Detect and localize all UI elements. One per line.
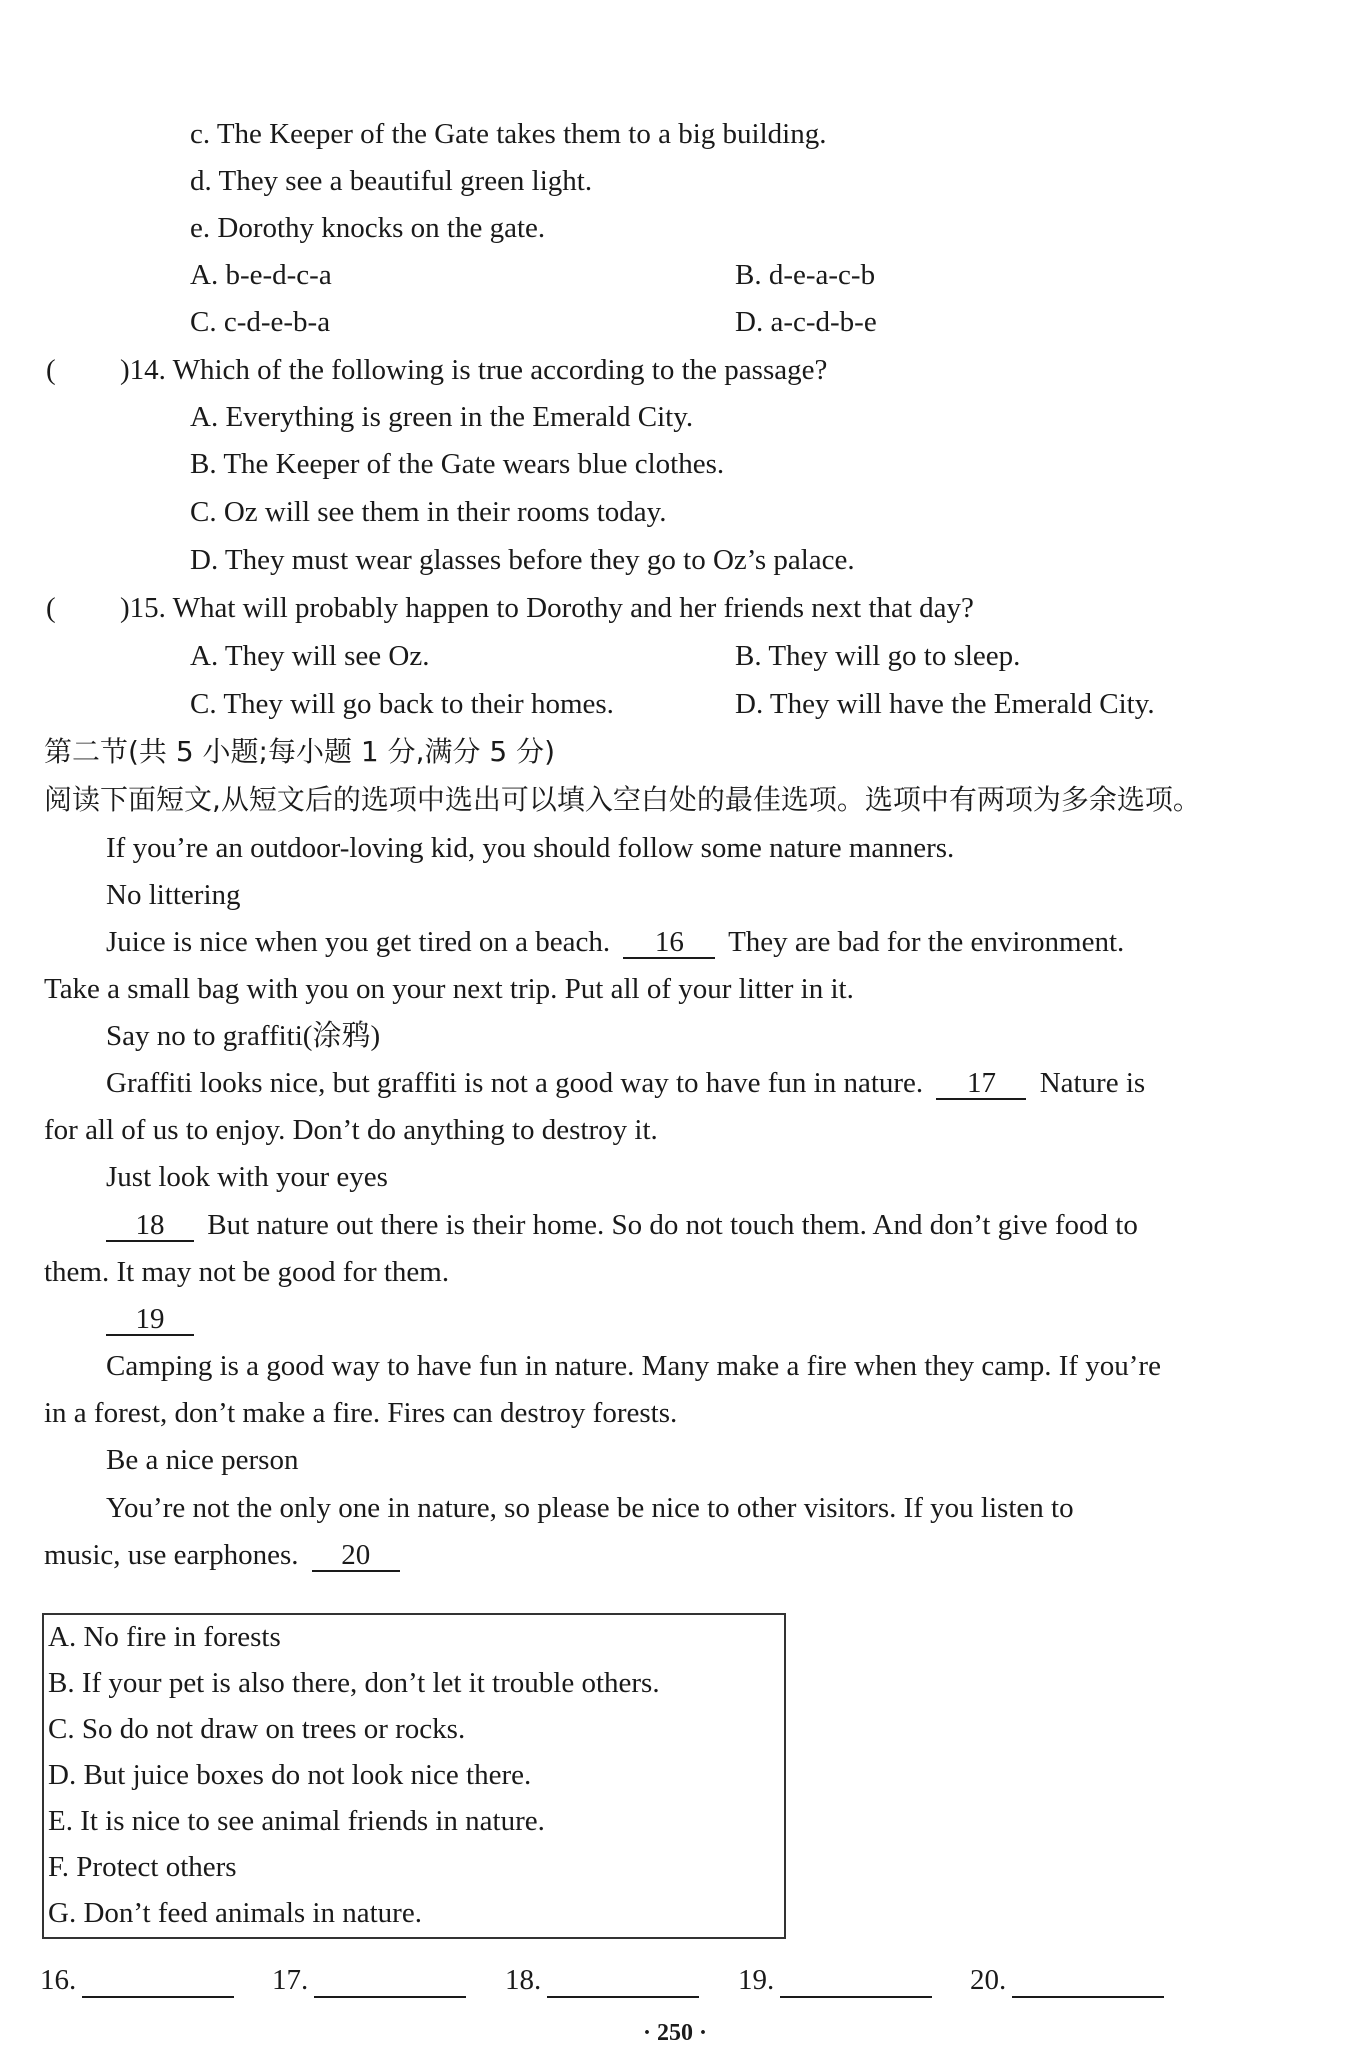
heading-graffiti: Say no to graffiti(涂鸦) — [106, 1020, 381, 1052]
q14-option-d: D. They must wear glasses before they go to Oz’s palace. — [190, 544, 855, 576]
choice-c: C. So do not draw on trees or rocks. — [48, 1713, 466, 1745]
paragraph-5-line-2: music, use earphones. 20 — [44, 1537, 406, 1573]
q15-option-b: B. They will go to sleep. — [735, 640, 1021, 672]
blank-19: 19 — [106, 1304, 194, 1336]
options-box — [42, 1613, 786, 1939]
paragraph-1-line-1: Juice is nice when you get tired on a beach. 16 They are bad for the environment. — [106, 926, 1125, 958]
section-instruction: 阅读下面短文,从短文后的选项中选出可以填入空白处的最佳选项。选项中有两项为多余选项。 — [44, 783, 1201, 816]
answer-16-line[interactable] — [82, 1968, 234, 1998]
blank-17: 17 — [936, 1068, 1026, 1100]
choice-a: A. No fire in forests — [48, 1621, 281, 1653]
choice-g: G. Don’t feed animals in nature. — [48, 1897, 422, 1929]
paragraph-5-line-1: You’re not the only one in nature, so please be nice to other visitors. If you listen to — [106, 1492, 1074, 1524]
answer-19-line[interactable] — [780, 1968, 932, 1998]
section-title: 第二节(共 5 小题;每小题 1 分,满分 5 分) — [44, 735, 556, 768]
answer-20-line[interactable] — [1012, 1968, 1164, 1998]
paragraph-4-line-1: Camping is a good way to have fun in nature. Many make a fire when they camp. If you’re — [106, 1350, 1161, 1382]
q15-paren: ( — [46, 592, 56, 624]
q14-option-c: C. Oz will see them in their rooms today. — [190, 496, 667, 528]
blank-18: 18 — [106, 1210, 194, 1242]
paragraph-4-heading-blank — [106, 1301, 200, 1337]
q15-option-c: C. They will go back to their homes. — [190, 688, 614, 720]
answer-17-line[interactable] — [314, 1968, 466, 1998]
paragraph-3-line-2: them. It may not be good for them. — [44, 1256, 450, 1288]
answer-17[interactable]: 17. — [272, 1962, 466, 1998]
paragraph-2-line-2: for all of us to enjoy. Don’t do anything to destroy it. — [44, 1114, 658, 1146]
q14-option-b: B. The Keeper of the Gate wears blue clothes. — [190, 448, 725, 480]
passage-intro: If you’re an outdoor-loving kid, you should follow some nature manners. — [106, 832, 955, 864]
heading-be-nice: Be a nice person — [106, 1444, 299, 1476]
choice-d: D. But juice boxes do not look nice there. — [48, 1759, 532, 1791]
paragraph-2-line-1: Graffiti looks nice, but graffiti is not a good way to have fun in nature. 17 Nature is — [106, 1067, 1146, 1099]
choice-f: F. Protect others — [48, 1851, 237, 1883]
q13-option-c: c. The Keeper of the Gate takes them to a big building. — [190, 118, 827, 150]
q13-option-e: e. Dorothy knocks on the gate. — [190, 212, 546, 244]
answer-18[interactable]: 18. — [505, 1962, 699, 1998]
paragraph-1-line-2: Take a small bag with you on your next trip. Put all of your litter in it. — [44, 973, 854, 1005]
answer-19[interactable]: 19. — [738, 1962, 932, 1998]
heading-no-littering: No littering — [106, 879, 241, 911]
heading-look-with-eyes: Just look with your eyes — [106, 1161, 388, 1193]
q15-stem: )15. What will probably happen to Dorothy and her friends next that day? — [120, 592, 974, 624]
answer-20[interactable]: 20. — [970, 1962, 1164, 1998]
q13-choice-b: B. d-e-a-c-b — [735, 259, 876, 291]
blank-20: 20 — [312, 1540, 400, 1572]
blank-16: 16 — [623, 927, 715, 959]
q13-choice-d: D. a-c-d-b-e — [735, 306, 877, 338]
q15-option-d: D. They will have the Emerald City. — [735, 688, 1155, 720]
q14-paren: ( — [46, 354, 56, 386]
paragraph-4-line-2: in a forest, don’t make a fire. Fires can destroy forests. — [44, 1397, 678, 1429]
choice-b: B. If your pet is also there, don’t let it trouble others. — [48, 1667, 660, 1699]
paragraph-3-line-1: 18 But nature out there is their home. So do not touch them. And don’t give food to — [106, 1207, 1138, 1243]
q13-choice-a: A. b-e-d-c-a — [190, 259, 332, 291]
page-number: · 250 · — [642, 2020, 707, 2046]
q14-stem: )14. Which of the following is true according to the passage? — [120, 354, 828, 386]
answer-18-line[interactable] — [547, 1968, 699, 1998]
q15-option-a: A. They will see Oz. — [190, 640, 430, 672]
q13-choice-c: C. c-d-e-b-a — [190, 306, 331, 338]
q14-option-a: A. Everything is green in the Emerald City. — [190, 401, 694, 433]
choice-e: E. It is nice to see animal friends in nature. — [48, 1805, 545, 1837]
answer-16[interactable]: 16. — [40, 1962, 234, 1998]
q13-option-d: d. They see a beautiful green light. — [190, 165, 593, 197]
